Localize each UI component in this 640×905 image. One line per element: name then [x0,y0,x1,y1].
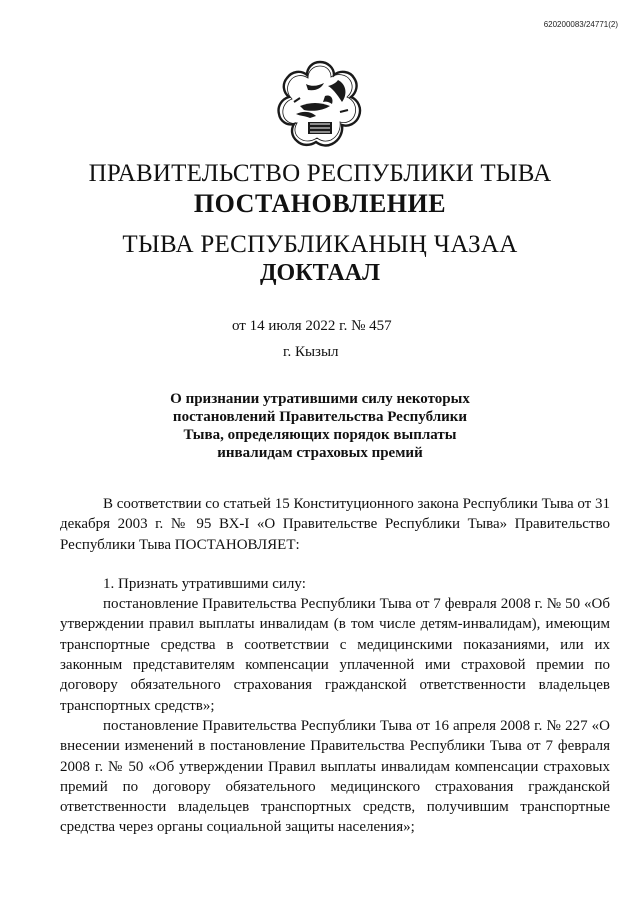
document-date: от 14 июля 2022 г. № 457 [232,318,392,334]
tuva-coat-of-arms-icon [270,58,370,158]
government-title-tv: ТЫВА РЕСПУБЛИКАНЫҢ ЧАЗАА [122,231,518,258]
title-line: постановлений Правительства Республики [172,409,468,425]
title-line: О признании утратившими силу некоторых [170,391,470,407]
document-type-ru: ПОСТАНОВЛЕНИЕ [193,189,447,218]
paragraph-item-1: 1. Признать утратившими силу: [103,575,306,592]
paragraph-preamble: В соответствии со статьей 15 Конституционного закона Республики Тыва от 31 декабря 2003 г. № 95 ВХ-I «О Правительстве Республики Тыва» Правительство Республики Тыва ПОСТАНОВЛЯЕТ: [60,496,610,553]
document-number: 620200083/24771(2) [543,20,618,29]
document-type-tv: ДОКТААЛ [260,260,380,286]
document-title [160,390,480,462]
document-body [60,494,610,838]
government-title-ru: ПРАВИТЕЛЬСТВО РЕСПУБЛИКИ ТЫВА [88,160,552,187]
document-city: г. Кызыл [283,344,339,360]
paragraph-resolution-227: постановление Правительства Республики Тыва от 16 апреля 2008 г. № 227 «О внесении изменений в постановление Правительства Республики Тыва от 7 февраля 2008 г. № 50 «Об утверждении Правил выплаты инвалидам компенсации страховых премий по договору обязательного медицинского страхования гражданской ответственности владельцев транспортных средств, получившим транспортные средства через органы социальной защиты населения»; [60,717,610,836]
title-line: Тыва, определяющих порядок выплаты [183,427,457,443]
paragraph-resolution-50: постановление Правительства Республики Тыва от 7 февраля 2008 г. № 50 «Об утверждении правил выплаты инвалидам (в том числе детям-инвалидам), имеющим транспортные средства в соответствии с медицинскими показаниями, или их законным представителям компенсации уплаченной ими страховой премии по договору обязательного страхования гражданской ответственности владельцев транспортных средств»; [60,596,610,714]
title-line: инвалидам страховых премий [217,445,423,461]
